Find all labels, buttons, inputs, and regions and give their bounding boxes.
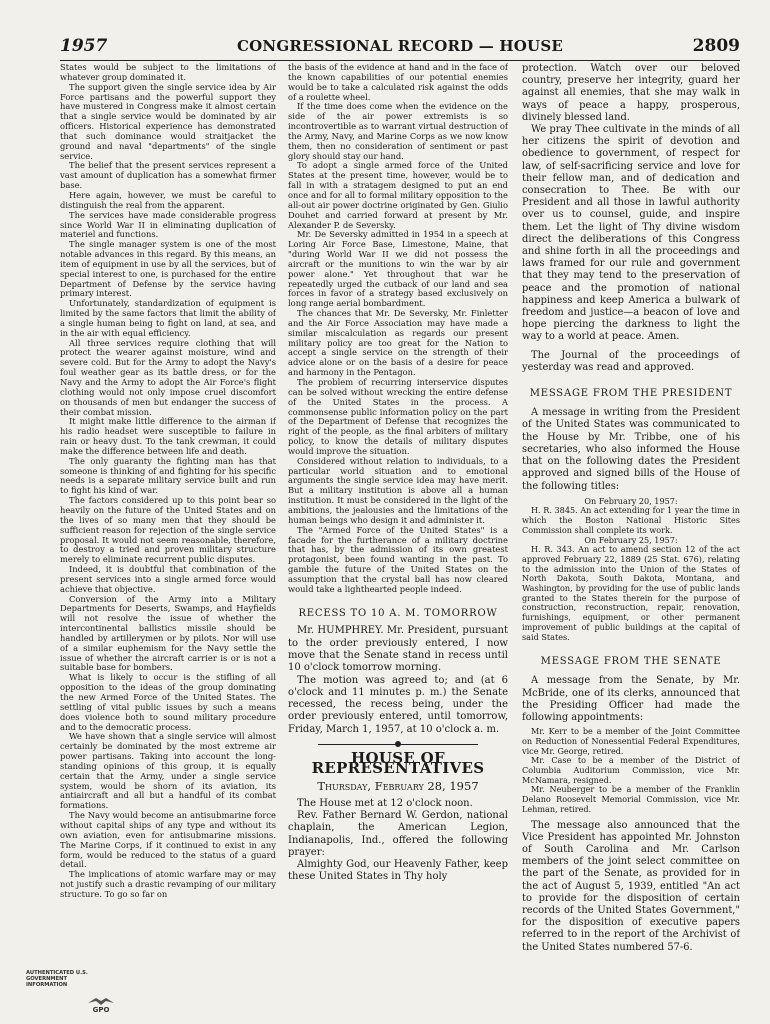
- appointment-item: Mr. Case to be a member of the District of Columbia Auditorium Commission, vice Mr. McNamara, resigned.: [522, 755, 740, 785]
- page-header: [60, 36, 740, 61]
- bill-item: H. R. 343. An act to amend section 12 of the act approved February 22, 1889 (25 Stat. 676), relating to the admission into the Union of the States of North Dakota, South Dakota, Montana, and Washington, by providing for the use of public lands granted to the States therein for the purpose of construction, reconstruction, repair, renovation, furnishings, equipment, or other permanent improvement of public buildings at the capital of said States.: [522, 544, 740, 642]
- house-section: [288, 798, 508, 884]
- paragraph: protection. Watch over our beloved country, preserve her integrity, guard her against all enemies, that she may walk in ways of peace a happy, prosperous, divinely blessed land.: [522, 63, 740, 123]
- paragraph: The House met at 12 o'clock noon.: [297, 797, 473, 809]
- paragraph: We have shown that a single service will almost certainly be dominated by the most extreme air power partisans. Taking into account the long-standing opinions of this group, it is equally certain that the Army, under a single service system, would be shorn of its aviation, its antiaircraft and all but a handful of its combat formations.: [60, 731, 276, 811]
- header-year: 1957: [60, 36, 108, 56]
- paragraph: We pray Thee cultivate in the minds of all her citizens the spirit of devotion and obedience to government, of respect for law, of self-sacrificing service and love for their fellow man, and of dedication and consecration to Thee. Be with our President and all those in lawful authority over us to counsel, guide, and inspire them. Let the light of Thy divine wisdom direct the deliberations of this Congress and shine forth in all the proceedings and laws framed for our rule and government that they may tend to the preservation of peace and the promotion of national happiness and keep America a bulwark of freedom and justice—a beacon of love and hope piercing the darkness to light the way to a world at peace. Amen.: [522, 124, 740, 343]
- paragraph: What is likely to occur is the stifling of all opposition to the ideas of the group dominating the new Armed Force of the United States. The settling of vital public issues by such a means does violence both to sound military procedure and to the democratic process.: [60, 672, 276, 732]
- paragraph: The factors considered up to this point bear so heavily on the future of the United States and on the lives of so many men that they should be sufficient reason for rejection of the single service proposal. It would not seem reasonable, therefore, to destroy a tried and proven military structure merely to eliminate recurrent public disputes.: [60, 495, 276, 565]
- paragraph: To adopt a single armed force of the United States at the present time, however, would be to fall in with a stratagem designed to put an end once and for all to formal military opposition to the all-out air power doctrine originated by Gen. Giulio Douhet and carried forward at present by Mr. Alexander P. de Seversky.: [288, 160, 508, 230]
- paragraph: The chances that Mr. De Seversky, Mr. Finletter and the Air Force Association may have made a similar miscalculation as regards our present military policy are too great for the Nation to accept a single service on the strength of their advice alone or on the basis of a desire for peace and harmony in the Pentagon.: [288, 308, 508, 378]
- paragraph: Indeed, it is doubtful that combination of the present services into a single armed force would achieve that objective.: [60, 564, 276, 594]
- paragraph: The services have made considerable progress since World War II in eliminating duplication of materiel and functions.: [60, 209, 276, 240]
- paragraph: A message in writing from the President of the United States was communicated to the House by Mr. Tribbe, one of his secretaries, who also informed the House that on the following dates the President approved and signed bills of the House of the following titles:: [522, 407, 740, 492]
- bill-item: H. R. 3845. An act extending for 1 year the time in which the Boston National Historic Sites Commission shall complete its work.: [522, 505, 740, 535]
- paragraph: The Journal of the proceedings of yesterday was read and approved.: [522, 349, 740, 373]
- gpo-authentication-stamp: [26, 968, 122, 1016]
- paragraph: The only guaranty the fighting man has that someone is thinking of and fighting for his specific needs is a separate military service built and run to fight his kind of war.: [60, 455, 276, 496]
- bill-list: [522, 497, 740, 643]
- gpo-emblem-text: GPO: [92, 1006, 110, 1014]
- paragraph: A message from the Senate, by Mr. McBride, one of its clerks, announced that the Presiding Officer had made the following appointments:: [522, 675, 740, 724]
- column-1: [60, 63, 276, 1008]
- paragraph: If the time does come when the evidence on the side of the air power extremists is so incontrovertible as to warrant virtual destruction of the Army, Navy, and Marine Corps as we now know them, then no consideration of sentiment or past glory should stay our hand.: [288, 101, 508, 161]
- column-2: [288, 63, 508, 1008]
- paragraph: Unfortunately, standardization of equipment is limited by the same factors that limit the ability of a single human being to fight on land, at sea, and in the air with equal efficiency.: [60, 298, 276, 338]
- header-title: CONGRESSIONAL RECORD — HOUSE: [237, 37, 563, 55]
- eagle-seal-icon: [86, 992, 116, 1014]
- paragraph: The motion was agreed to; and (at 6 o'clock and 11 minutes p. m.) the Senate recessed, the recess being, under the order previously entered, until tomorrow, Friday, March 1, 1957, at 10 o'clock a. m.: [288, 674, 508, 735]
- paragraph: the basis of the evidence at hand and in the face of the known capabilities of our potential enemies would be to take a calculated risk against the odds of a roulette wheel.: [288, 63, 508, 102]
- paragraph: The single manager system is one of the most notable advances in this regard. By this means, an item of equipment in use by all the services, but of special interest to one, is purchased for the entire Department of Defense by the service having primary interest.: [60, 239, 276, 299]
- paragraph: The implications of atomic warfare may or may not justify such a drastic revamping of our military structure. To go so far on: [60, 869, 276, 899]
- paragraph: Mr. HUMPHREY. Mr. President, pursuant to the order previously entered, I now move that the Senate stand in recess until 10 o'clock tomorrow morning.: [288, 625, 508, 674]
- house-heading: HOUSE OF REPRESENTATIVES: [311, 749, 485, 777]
- paragraph: The Navy would become an antisubmarine force without capital ships of any type and without its own aviation, even for antisubmarine missions. The Marine Corps, if it continued to exist in any form, would be reduced to the status of a guard detail.: [60, 810, 276, 870]
- header-page-number: 2809: [692, 36, 740, 56]
- paragraph: Almighty God, our Heavenly Father, keep these United States in Thy holy: [288, 859, 508, 883]
- senate-message-heading: MESSAGE FROM THE SENATE: [540, 656, 722, 668]
- column-3: [522, 63, 740, 1008]
- bill-date: On February 20, 1957:: [584, 495, 678, 506]
- paragraph: Here again, however, we must be careful to distinguish the real from the apparent.: [60, 189, 276, 210]
- bill-date: On February 25, 1957:: [584, 534, 678, 545]
- appointment-list: [522, 727, 740, 814]
- appointment-item: Mr. Kerr to be a member of the Joint Committee on Reduction of Nonessential Federal Expenditures, vice Mr. George, retired.: [522, 726, 740, 756]
- gpo-stamp-text: AUTHENTICATED U.S. GOVERNMENT INFORMATION: [26, 970, 88, 988]
- paragraph: All three services require clothing that will protect the wearer against moisture, wind and severe cold. But for the Army to adopt the Navy's foul weather gear as its battle dress, or for the Navy and the Army to adopt the Air Force's flight clothing would not only impose cruel discomfort on thousands of men but endanger the success of their combat mission.: [60, 337, 276, 417]
- paragraph: States would be subject to the limitations of whatever group dominated it.: [60, 63, 276, 82]
- paragraph: The message also announced that the Vice President has appointed Mr. Johnston of South Carolina and Mr. Carlson members of the joint select committee on the part of the Senate, as provided for in the act of August 5, 1939, entitled "An act to provide for the disposition of certain records of the United States Government," for the disposition of executive papers referred to in the report of the Archivist of the United States numbered 57-6.: [522, 819, 740, 953]
- paragraph: Considered without relation to individuals, to a particular world situation and to emotional arguments the single service idea may have merit. But a military institution is above all a human institution. It must be considered in the light of the ambitions, the jealousies and the limitations of the human beings who design it and administer it.: [288, 455, 508, 525]
- paragraph: It might make little difference to the airman if his radio headset were susceptible to failure in rain or heavy dust. To the tank crewman, it could make the difference between life and death.: [60, 416, 276, 456]
- recess-heading: RECESS TO 10 A. M. TOMORROW: [298, 607, 498, 619]
- session-date: Thursday, February 28, 1957: [317, 778, 479, 793]
- rule-dot-icon: [318, 740, 478, 748]
- appointment-item: Mr. Neuberger to be a member of the Franklin Delano Roosevelt Memorial Commission, vice Mr. Lehman, retired.: [522, 784, 740, 814]
- paragraph: The problem of recurring interservice disputes can be solved without wrecking the entire defense of the United States in the process. A commonsense public information policy on the part of the Department of Defense that recognizes the right of the people, as the final arbiters of military policy, to know the details of military disputes would improve the situation.: [288, 377, 508, 456]
- paragraph: Mr. De Seversky admitted in 1954 in a speech at Loring Air Force Base, Limestone, Maine, that "during World War II we did not possess the aircraft or the munitions to win the war by air power alone." Yet throughout that war he repeatedly urged the cutback of our land and sea forces in favor of a strategy based exclusively on long range aerial bombardment.: [288, 229, 508, 309]
- paragraph: The support given the single service idea by Air Force partisans and the powerful support they have mustered in Congress make it almost certain that a single service would be dominated by air officers. Historical experience has demonstrated that such dominance would straitjacket the ground and naval "departments" of the single service.: [60, 81, 276, 161]
- paragraph: The "Armed Force of the United States" is a facade for the furtherance of a military doctrine that has, by the admission of its own greatest protagonist, been found wanting in the past. To gamble the future of the United States on the assumption that the crystal ball has now cleared would take a lighthearted people indeed.: [288, 524, 508, 594]
- paragraph: Conversion of the Army into a Military Departments for Deserts, Swamps, and Hayfields will not resolve the issue of whether the intercontinental ballistics missile should be handled by artillerymen or by pilots. Nor will use of a similar euphemism for the Navy settle the issue of whether the aircraft carrier is or is not a suitable base for bombers.: [60, 593, 276, 673]
- paragraph: The belief that the present services represent a vast amount of duplication has a somewhat firmer base.: [60, 160, 276, 191]
- paragraph: Rev. Father Bernard W. Gerdon, national chaplain, the American Legion, Indianapolis, Ind., offered the following prayer:: [288, 809, 508, 858]
- recess-section: [288, 625, 508, 736]
- president-message-heading: MESSAGE FROM THE PRESIDENT: [529, 388, 733, 400]
